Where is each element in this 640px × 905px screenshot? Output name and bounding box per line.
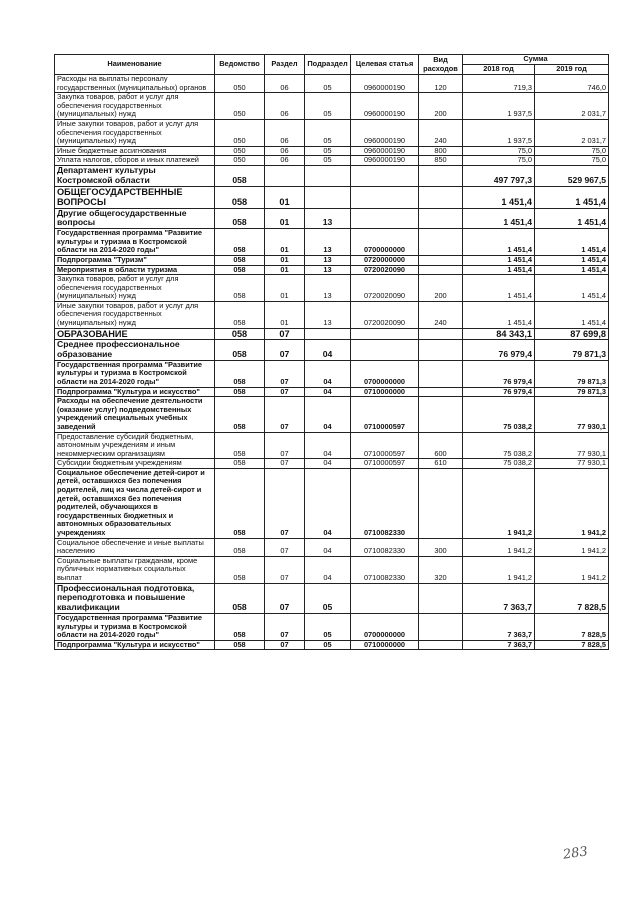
row-ved: 058 [215, 468, 265, 538]
table-row [55, 468, 609, 538]
row-ved: 058 [215, 301, 265, 328]
row-name: Закупка товаров, работ и услуг для обеспечения государственных (муниципальных) нужд [55, 275, 215, 302]
row-celevaya [351, 186, 419, 208]
row-podrazdel: 13 [305, 255, 351, 265]
row-vid [419, 360, 463, 387]
row-ved: 050 [215, 93, 265, 120]
row-sum-2018: 75 038,2 [463, 459, 535, 469]
row-celevaya: 0960000190 [351, 75, 419, 93]
table-row [55, 538, 609, 556]
row-sum-2019: 529 967,5 [535, 165, 609, 186]
row-podrazdel [305, 165, 351, 186]
row-podrazdel: 05 [305, 146, 351, 156]
table-row [55, 328, 609, 340]
table-row [55, 208, 609, 229]
row-vid: 600 [419, 432, 463, 459]
table-body [55, 75, 609, 650]
row-ved: 050 [215, 146, 265, 156]
row-razdel: 07 [265, 328, 305, 340]
row-sum-2019: 1 941,2 [535, 538, 609, 556]
row-razdel: 07 [265, 432, 305, 459]
row-razdel: 01 [265, 301, 305, 328]
row-ved: 058 [215, 265, 265, 275]
row-podrazdel: 04 [305, 556, 351, 583]
row-sum-2018: 1 941,2 [463, 556, 535, 583]
table-row [55, 360, 609, 387]
row-razdel: 06 [265, 146, 305, 156]
row-name: Расходы на выплаты персоналу государственных (муниципальных) органов [55, 75, 215, 93]
row-sum-2019: 1 451,4 [535, 301, 609, 328]
row-vid: 610 [419, 459, 463, 469]
row-celevaya: 0720020090 [351, 275, 419, 302]
row-vid: 800 [419, 146, 463, 156]
table-header [55, 55, 609, 75]
row-sum-2019: 77 930,1 [535, 432, 609, 459]
row-podrazdel: 13 [305, 229, 351, 256]
row-podrazdel: 13 [305, 265, 351, 275]
row-sum-2018: 7 363,7 [463, 640, 535, 650]
row-name: Подпрограмма "Туризм" [55, 255, 215, 265]
row-celevaya: 0700000000 [351, 229, 419, 256]
row-celevaya: 0720000000 [351, 255, 419, 265]
row-razdel: 06 [265, 119, 305, 146]
row-sum-2018: 7 363,7 [463, 613, 535, 640]
row-ved: 058 [215, 556, 265, 583]
table-row [55, 397, 609, 432]
row-podrazdel: 05 [305, 156, 351, 166]
row-name: Социальное обеспечение и иные выплаты населению [55, 538, 215, 556]
page-number: 283 [562, 844, 589, 863]
row-ved: 058 [215, 208, 265, 229]
row-sum-2018: 1 451,4 [463, 301, 535, 328]
row-podrazdel: 05 [305, 93, 351, 120]
row-vid [419, 387, 463, 397]
row-ved: 058 [215, 360, 265, 387]
row-podrazdel: 05 [305, 640, 351, 650]
table-row [55, 301, 609, 328]
row-ved: 058 [215, 583, 265, 613]
row-razdel: 07 [265, 387, 305, 397]
col-razdel-header: Раздел [265, 55, 305, 75]
row-podrazdel: 13 [305, 275, 351, 302]
row-razdel: 01 [265, 255, 305, 265]
row-podrazdel: 04 [305, 397, 351, 432]
row-razdel: 07 [265, 459, 305, 469]
col-vid-header: Вид расходов [419, 55, 463, 75]
row-vid: 240 [419, 119, 463, 146]
row-podrazdel: 05 [305, 119, 351, 146]
row-name: Субсидии бюджетным учреждениям [55, 459, 215, 469]
table-row [55, 255, 609, 265]
row-name: Закупка товаров, работ и услуг для обеспечения государственных (муниципальных) нужд [55, 93, 215, 120]
row-ved: 058 [215, 387, 265, 397]
row-sum-2018: 719,3 [463, 75, 535, 93]
table-row [55, 640, 609, 650]
row-name: Департамент культуры Костромской области [55, 165, 215, 186]
row-vid: 300 [419, 538, 463, 556]
row-podrazdel: 05 [305, 583, 351, 613]
row-sum-2019: 75,0 [535, 156, 609, 166]
row-sum-2019: 79 871,3 [535, 387, 609, 397]
row-name: Предоставление субсидий бюджетным, автономным учреждениям и иным некоммерческим организациям [55, 432, 215, 459]
row-sum-2018: 1 941,2 [463, 538, 535, 556]
row-sum-2019: 1 451,4 [535, 265, 609, 275]
table-row [55, 340, 609, 361]
row-sum-2019: 75,0 [535, 146, 609, 156]
row-razdel: 07 [265, 360, 305, 387]
row-celevaya: 0710000597 [351, 432, 419, 459]
table-row [55, 459, 609, 469]
row-sum-2018: 75 038,2 [463, 397, 535, 432]
row-ved: 058 [215, 459, 265, 469]
row-name: Иные закупки товаров, работ и услуг для обеспечения государственных (муниципальных) нужд [55, 119, 215, 146]
row-podrazdel: 05 [305, 613, 351, 640]
row-vid [419, 328, 463, 340]
row-celevaya [351, 583, 419, 613]
row-razdel: 07 [265, 538, 305, 556]
row-razdel: 06 [265, 93, 305, 120]
row-name: Подпрограмма "Культура и искусство" [55, 640, 215, 650]
row-sum-2018: 1 451,4 [463, 265, 535, 275]
row-name: Другие общегосударственные вопросы [55, 208, 215, 229]
col-summa-header: Сумма [463, 55, 609, 65]
row-vid [419, 208, 463, 229]
row-sum-2018: 1 451,4 [463, 255, 535, 265]
row-sum-2019: 1 451,4 [535, 275, 609, 302]
row-sum-2019: 77 930,1 [535, 397, 609, 432]
row-celevaya [351, 340, 419, 361]
table-row [55, 229, 609, 256]
row-vid [419, 397, 463, 432]
row-celevaya: 0720020090 [351, 301, 419, 328]
row-name: Иные закупки товаров, работ и услуг для обеспечения государственных (муниципальных) нужд [55, 301, 215, 328]
row-vid [419, 613, 463, 640]
table-row [55, 275, 609, 302]
row-celevaya [351, 165, 419, 186]
row-sum-2018: 1 451,4 [463, 208, 535, 229]
row-name: ОБРАЗОВАНИЕ [55, 328, 215, 340]
row-ved: 058 [215, 640, 265, 650]
row-ved: 058 [215, 538, 265, 556]
row-sum-2018: 76 979,4 [463, 340, 535, 361]
row-name: Социальные выплаты гражданам, кроме публичных нормативных социальных выплат [55, 556, 215, 583]
row-sum-2019: 1 451,4 [535, 255, 609, 265]
row-razdel: 07 [265, 340, 305, 361]
row-vid: 120 [419, 75, 463, 93]
row-razdel: 01 [265, 208, 305, 229]
row-sum-2019: 87 699,8 [535, 328, 609, 340]
row-name: Иные бюджетные ассигнования [55, 146, 215, 156]
row-razdel [265, 165, 305, 186]
col-2019-header: 2019 год [535, 65, 609, 75]
row-sum-2019: 77 930,1 [535, 459, 609, 469]
row-celevaya: 0710082330 [351, 468, 419, 538]
row-ved: 058 [215, 186, 265, 208]
row-razdel: 07 [265, 583, 305, 613]
row-vid: 240 [419, 301, 463, 328]
row-celevaya: 0710082330 [351, 556, 419, 583]
table-row [55, 156, 609, 166]
row-vid [419, 340, 463, 361]
row-vid [419, 186, 463, 208]
row-sum-2018: 76 979,4 [463, 360, 535, 387]
row-sum-2018: 7 363,7 [463, 583, 535, 613]
row-vid: 200 [419, 275, 463, 302]
row-ved: 058 [215, 229, 265, 256]
row-podrazdel: 04 [305, 538, 351, 556]
row-name: Профессиональная подготовка, переподготовка и повышение квалификации [55, 583, 215, 613]
row-vid [419, 583, 463, 613]
row-sum-2018: 497 797,3 [463, 165, 535, 186]
table-row [55, 165, 609, 186]
budget-table [54, 54, 609, 650]
row-celevaya [351, 328, 419, 340]
row-ved: 050 [215, 75, 265, 93]
row-ved: 058 [215, 255, 265, 265]
row-razdel: 01 [265, 186, 305, 208]
row-celevaya: 0960000190 [351, 93, 419, 120]
row-sum-2019: 746,0 [535, 75, 609, 93]
row-razdel: 06 [265, 156, 305, 166]
row-podrazdel: 13 [305, 208, 351, 229]
table-row [55, 556, 609, 583]
row-name: Государственная программа "Развитие культуры и туризма в Костромской области на 2014-2020 годы" [55, 613, 215, 640]
row-sum-2019: 7 828,5 [535, 583, 609, 613]
row-celevaya: 0710000000 [351, 387, 419, 397]
row-vid: 320 [419, 556, 463, 583]
row-sum-2019: 1 451,4 [535, 186, 609, 208]
row-vid [419, 165, 463, 186]
row-sum-2019: 1 451,4 [535, 208, 609, 229]
row-sum-2018: 1 451,4 [463, 275, 535, 302]
table-row [55, 186, 609, 208]
row-razdel: 07 [265, 613, 305, 640]
row-sum-2018: 76 979,4 [463, 387, 535, 397]
row-podrazdel [305, 186, 351, 208]
row-celevaya: 0720020090 [351, 265, 419, 275]
row-celevaya: 0960000190 [351, 119, 419, 146]
budget-sheet [54, 54, 608, 650]
row-sum-2018: 75 038,2 [463, 432, 535, 459]
row-podrazdel: 13 [305, 301, 351, 328]
row-ved: 058 [215, 397, 265, 432]
row-vid [419, 265, 463, 275]
table-row [55, 93, 609, 120]
row-sum-2018: 1 451,4 [463, 186, 535, 208]
row-celevaya: 0710000597 [351, 459, 419, 469]
row-name: ОБЩЕГОСУДАРСТВЕННЫЕ ВОПРОСЫ [55, 186, 215, 208]
row-razdel: 06 [265, 75, 305, 93]
row-ved: 058 [215, 340, 265, 361]
row-celevaya: 0960000190 [351, 146, 419, 156]
row-podrazdel: 04 [305, 387, 351, 397]
row-ved: 058 [215, 165, 265, 186]
row-celevaya: 0710082330 [351, 538, 419, 556]
row-vid [419, 468, 463, 538]
row-sum-2018: 75,0 [463, 156, 535, 166]
row-sum-2018: 84 343,1 [463, 328, 535, 340]
col-ved-header: Ведомство [215, 55, 265, 75]
col-2018-header: 2018 год [463, 65, 535, 75]
row-razdel: 07 [265, 640, 305, 650]
row-vid [419, 640, 463, 650]
row-ved: 058 [215, 432, 265, 459]
row-sum-2019: 1 451,4 [535, 229, 609, 256]
row-podrazdel: 04 [305, 360, 351, 387]
row-name: Среднее профессиональное образование [55, 340, 215, 361]
table-row [55, 432, 609, 459]
row-celevaya: 0700000000 [351, 613, 419, 640]
row-podrazdel: 04 [305, 468, 351, 538]
row-sum-2018: 1 937,5 [463, 119, 535, 146]
row-ved: 058 [215, 613, 265, 640]
row-name: Уплата налогов, сборов и иных платежей [55, 156, 215, 166]
row-razdel: 07 [265, 397, 305, 432]
row-sum-2019: 79 871,3 [535, 340, 609, 361]
row-razdel: 01 [265, 229, 305, 256]
row-ved: 058 [215, 328, 265, 340]
row-razdel: 01 [265, 275, 305, 302]
row-vid [419, 229, 463, 256]
row-celevaya: 0710000597 [351, 397, 419, 432]
row-name: Государственная программа "Развитие культуры и туризма в Костромской области на 2014-2020 годы" [55, 229, 215, 256]
row-podrazdel: 04 [305, 459, 351, 469]
row-celevaya: 0700000000 [351, 360, 419, 387]
row-podrazdel: 05 [305, 75, 351, 93]
row-celevaya: 0960000190 [351, 156, 419, 166]
row-name: Подпрограмма "Культура и искусство" [55, 387, 215, 397]
table-row [55, 583, 609, 613]
row-sum-2019: 2 031,7 [535, 93, 609, 120]
row-podrazdel: 04 [305, 340, 351, 361]
row-name: Мероприятия в области туризма [55, 265, 215, 275]
table-row [55, 75, 609, 93]
row-podrazdel [305, 328, 351, 340]
col-name-header: Наименование [55, 55, 215, 75]
row-sum-2018: 1 941,2 [463, 468, 535, 538]
row-sum-2019: 7 828,5 [535, 640, 609, 650]
row-celevaya: 0710000000 [351, 640, 419, 650]
row-sum-2019: 7 828,5 [535, 613, 609, 640]
row-ved: 058 [215, 275, 265, 302]
row-sum-2019: 2 031,7 [535, 119, 609, 146]
col-celevaya-header: Целевая статья [351, 55, 419, 75]
table-row [55, 613, 609, 640]
row-name: Государственная программа "Развитие культуры и туризма в Костромской области на 2014-2020 годы" [55, 360, 215, 387]
row-sum-2019: 1 941,2 [535, 468, 609, 538]
row-vid [419, 255, 463, 265]
row-sum-2019: 1 941,2 [535, 556, 609, 583]
row-sum-2019: 79 871,3 [535, 360, 609, 387]
row-podrazdel: 04 [305, 432, 351, 459]
row-ved: 050 [215, 156, 265, 166]
row-vid: 200 [419, 93, 463, 120]
table-row [55, 119, 609, 146]
row-sum-2018: 75,0 [463, 146, 535, 156]
row-celevaya [351, 208, 419, 229]
col-podrazdel-header: Подраздел [305, 55, 351, 75]
row-vid: 850 [419, 156, 463, 166]
row-name: Социальное обеспечение детей-сирот и детей, оставшихся без попечения родителей, лиц из числа детей-сирот и детей, оставшихся без попечения родителей, обучающихся в государственных бюджетных и автономных образовательных учреждениях [55, 468, 215, 538]
row-razdel: 07 [265, 468, 305, 538]
row-name: Расходы на обеспечение деятельности (оказание услуг) подведомственных учреждений специальных учебных заведений [55, 397, 215, 432]
row-razdel: 01 [265, 265, 305, 275]
row-sum-2018: 1 451,4 [463, 229, 535, 256]
row-ved: 050 [215, 119, 265, 146]
row-razdel: 07 [265, 556, 305, 583]
row-sum-2018: 1 937,5 [463, 93, 535, 120]
